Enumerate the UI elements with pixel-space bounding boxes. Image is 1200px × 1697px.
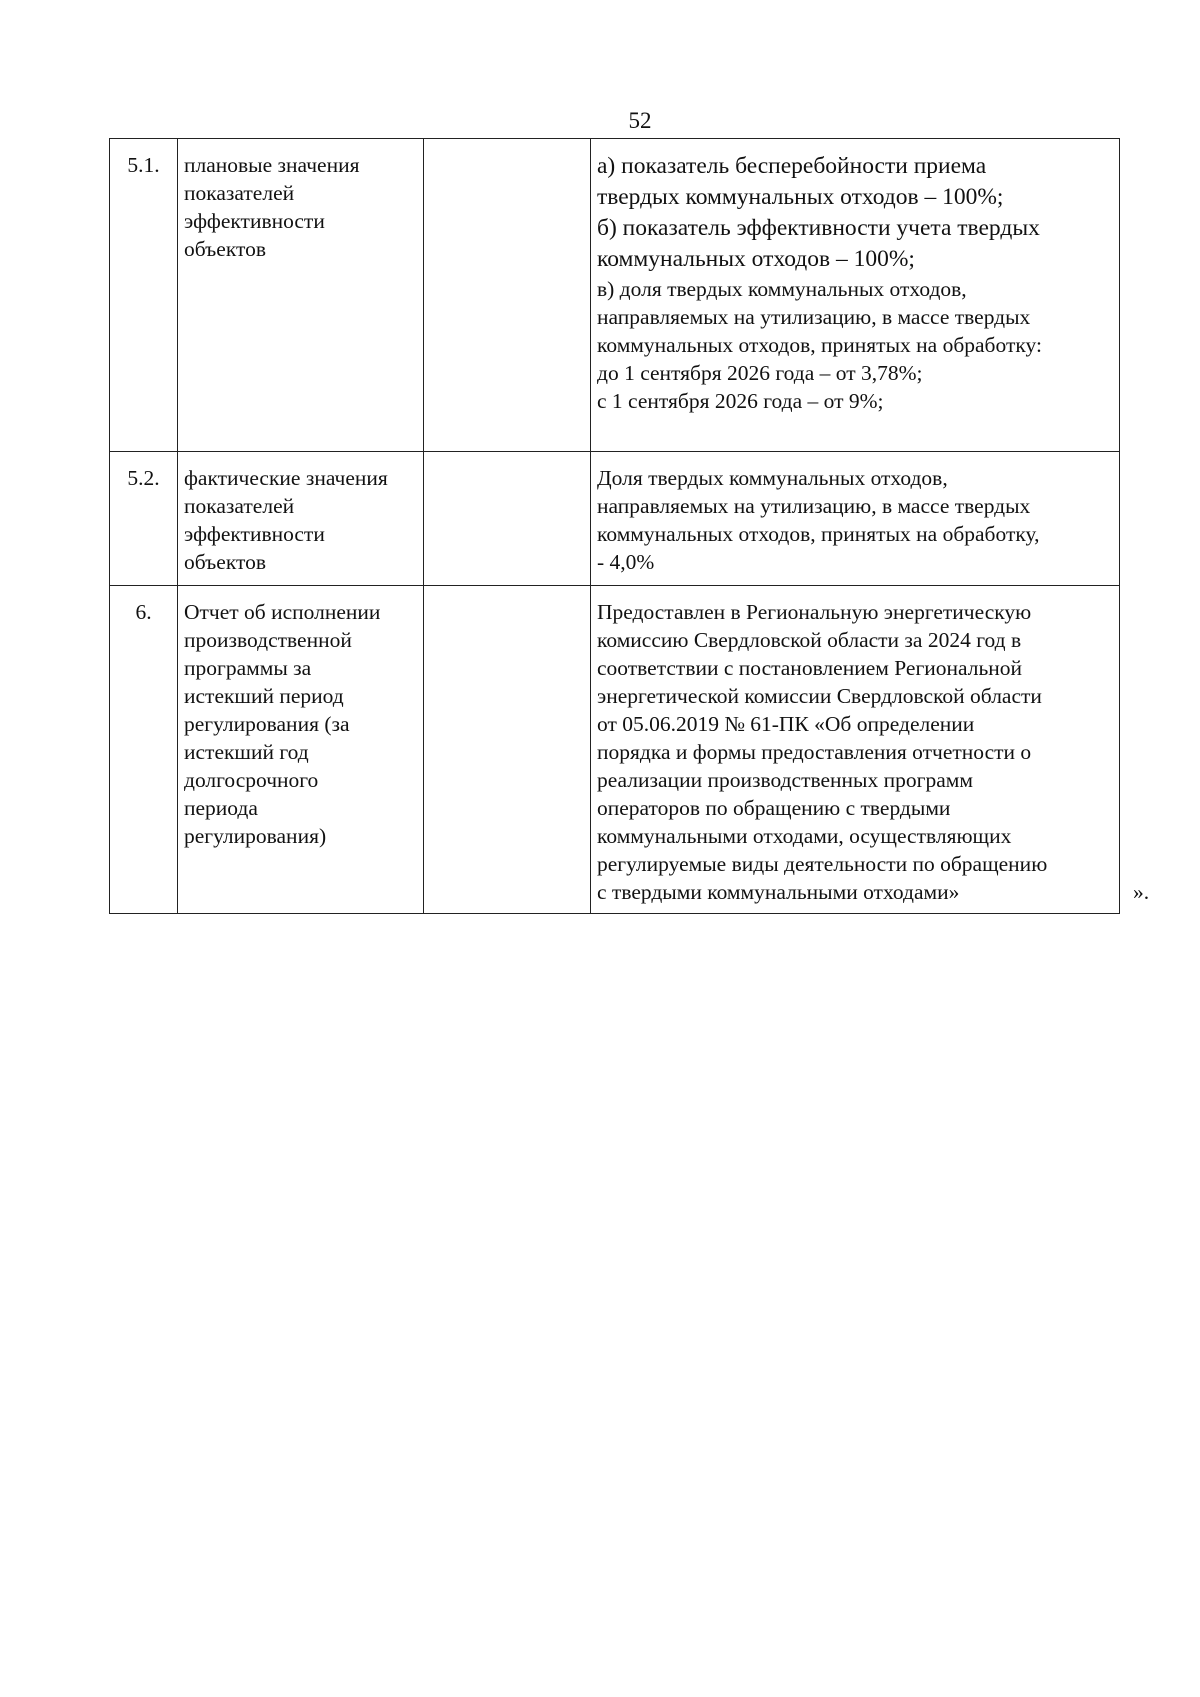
row-name-line: программы за (184, 656, 312, 680)
row-value (591, 139, 1120, 452)
row-name-line: регулирования) (184, 824, 327, 848)
row-value-line: энергетической комиссии Свердловской области (597, 684, 1042, 708)
row-value-line: направляемых на утилизацию, в массе твердых (597, 494, 1031, 518)
row-value-line: реализации производственных программ (597, 768, 973, 792)
row-value-line: б) показатель эффективности учета твердых (597, 215, 1040, 241)
row-name (178, 586, 424, 914)
row-value (591, 452, 1120, 586)
empty-cell (424, 586, 591, 914)
row-name-line: регулирования (за (184, 712, 350, 736)
empty-cell (424, 139, 591, 452)
table-row (110, 139, 1120, 452)
row-value-line: Доля твердых коммунальных отходов, (597, 466, 948, 490)
row-name-line: истекший год (184, 740, 309, 764)
row-number: 6. (110, 586, 178, 914)
row-value-line: твердых коммунальных отходов – 100%; (597, 184, 1004, 210)
row-value-line: с твердыми коммунальными отходами» (597, 880, 960, 904)
indicators-table (109, 138, 1120, 914)
row-value-line: до 1 сентября 2026 года – от 3,78%; (597, 361, 923, 385)
row-name-line: периода (184, 796, 258, 820)
row-name-line: эффективности (184, 209, 325, 233)
row-name-line: производственной (184, 628, 352, 652)
row-value-line: операторов по обращению с твердыми (597, 796, 951, 820)
row-value-line: комиссию Свердловской области за 2024 год в (597, 628, 1022, 652)
closing-quote-mark: ». (1133, 880, 1150, 904)
row-name-line: долгосрочного (184, 768, 319, 792)
row-name-line: объектов (184, 550, 266, 574)
row-value-line: коммунальных отходов, принятых на обработку: (597, 333, 1042, 357)
row-name-line: эффективности (184, 522, 325, 546)
table-row (110, 586, 1120, 914)
table-row (110, 452, 1120, 586)
row-name (178, 452, 424, 586)
row-value-line: Предоставлен в Региональную энергетическую (597, 600, 1032, 624)
row-value-line: коммунальных отходов, принятых на обработку, (597, 522, 1040, 546)
row-value-line: направляемых на утилизацию, в массе твердых (597, 305, 1031, 329)
row-name (178, 139, 424, 452)
row-value-line: коммунальных отходов – 100%; (597, 246, 915, 272)
row-name-line: плановые значения (184, 153, 360, 177)
row-value-line: коммунальными отходами, осуществляющих (597, 824, 1012, 848)
row-name-line: объектов (184, 237, 266, 261)
row-value-line: с 1 сентября 2026 года – от 9%; (597, 389, 884, 413)
row-name-line: показателей (184, 494, 295, 518)
empty-cell (424, 452, 591, 586)
row-value-line: регулируемые виды деятельности по обращению (597, 852, 1048, 876)
row-value (591, 586, 1120, 914)
row-value-line: соответствии с постановлением Региональной (597, 656, 1023, 680)
row-number: 5.2. (110, 452, 178, 586)
row-name-line: фактические значения (184, 466, 388, 490)
row-value-line: от 05.06.2019 № 61-ПК «Об определении (597, 712, 975, 736)
row-name-line: истекший период (184, 684, 344, 708)
row-number: 5.1. (110, 139, 178, 452)
row-value-line: в) доля твердых коммунальных отходов, (597, 277, 967, 301)
row-value-line: - 4,0% (597, 550, 655, 574)
row-value-line: порядка и формы предоставления отчетности о (597, 740, 1032, 764)
row-value-line: а) показатель бесперебойности приема (597, 153, 987, 179)
row-name-line: показателей (184, 181, 295, 205)
page-number: 52 (628, 108, 652, 133)
row-name-line: Отчет об исполнении (184, 600, 381, 624)
